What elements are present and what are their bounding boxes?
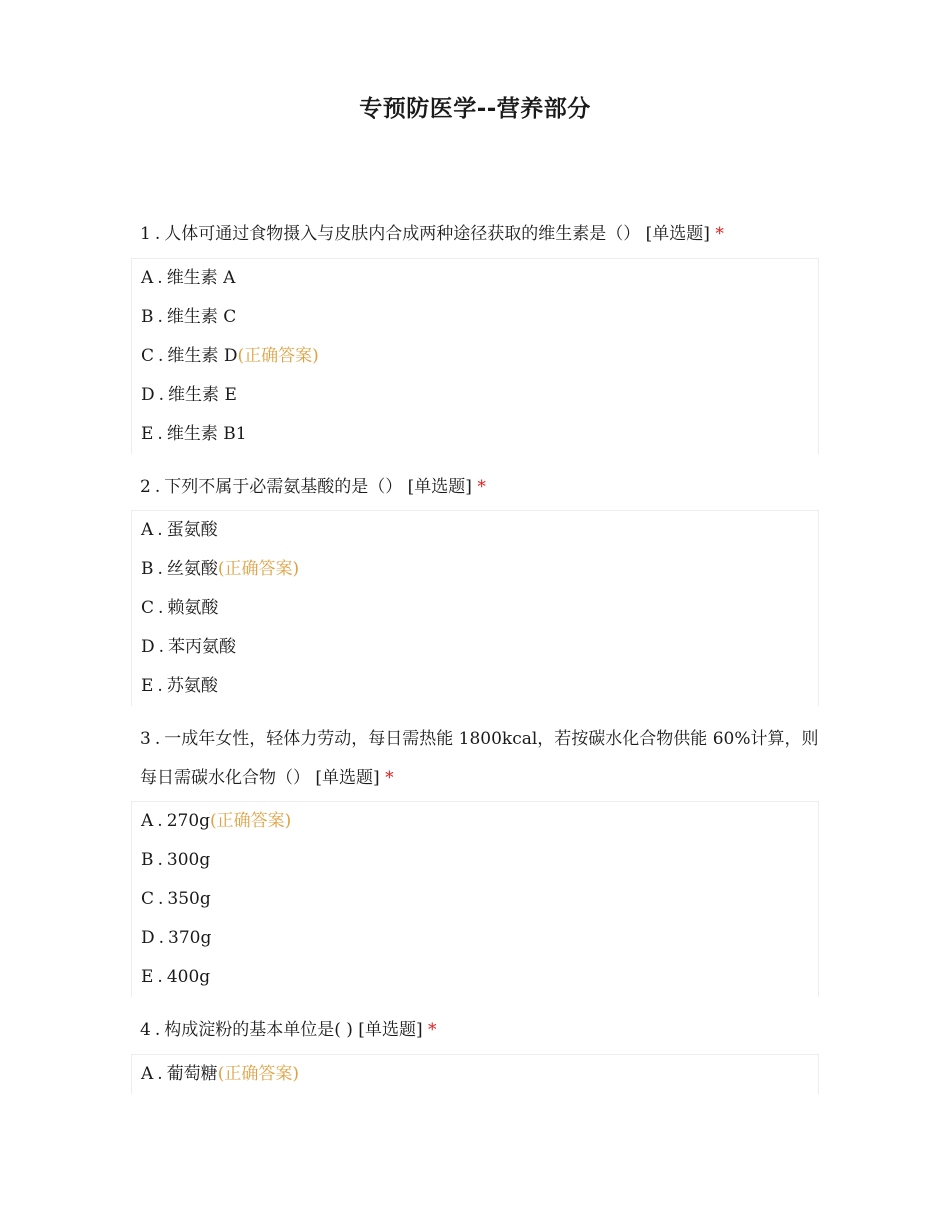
option-e[interactable] — [132, 415, 818, 454]
option-letter: A — [141, 1063, 154, 1084]
option-e[interactable] — [132, 958, 818, 997]
option-text: 赖氨酸 — [167, 598, 219, 618]
option-letter: E — [141, 423, 154, 444]
option-letter: D — [141, 637, 155, 657]
option-a[interactable] — [132, 511, 818, 550]
option-letter: E — [141, 967, 154, 987]
correct-answer-label: (正确答案) — [237, 345, 319, 366]
option-letter: D — [141, 384, 155, 405]
number-separator: . — [154, 1020, 161, 1040]
option-a[interactable] — [132, 1055, 818, 1094]
question-text: 下列不属于必需氨基酸的是（） [单选题] — [164, 476, 472, 497]
required-asterisk: * — [385, 767, 394, 788]
number-separator: . — [154, 729, 161, 749]
option-b[interactable] — [132, 550, 818, 589]
letter-separator: . — [158, 637, 165, 657]
question-2 — [131, 468, 819, 707]
option-text: 维生素 C — [166, 306, 237, 327]
option-text: 蛋氨酸 — [166, 520, 218, 540]
letter-separator: . — [158, 598, 164, 618]
required-asterisk: * — [427, 1020, 437, 1040]
option-letter: A — [141, 267, 154, 288]
option-a[interactable] — [132, 802, 818, 841]
question-number: 1 — [140, 224, 151, 244]
correct-answer-label: (正确答案) — [217, 559, 300, 579]
option-c[interactable] — [132, 880, 818, 919]
option-text: 370g — [168, 928, 212, 948]
option-text: 苏氨酸 — [166, 676, 218, 696]
letter-separator: . — [157, 423, 163, 444]
option-text: 400g — [166, 967, 211, 987]
question-3 — [131, 720, 819, 997]
letter-separator: . — [157, 520, 163, 540]
question-text: 构成淀粉的基本单位是( ) [单选题] — [164, 1020, 423, 1040]
option-b[interactable] — [132, 841, 818, 880]
option-d[interactable] — [132, 376, 818, 415]
question-number: 3 — [140, 729, 151, 749]
required-asterisk: * — [715, 224, 724, 244]
option-text: 维生素 D — [167, 345, 238, 366]
number-separator: . — [154, 224, 161, 244]
letter-separator: . — [157, 267, 163, 288]
option-letter: C — [141, 345, 155, 366]
option-text: 丝氨酸 — [166, 559, 218, 579]
option-list — [131, 258, 819, 454]
option-letter: B — [141, 559, 154, 579]
correct-answer-label: (正确答案) — [210, 811, 292, 831]
page-title: 专预防医学--营养部分 — [359, 96, 591, 122]
option-letter: D — [141, 928, 155, 948]
letter-separator: . — [157, 850, 163, 870]
option-c[interactable] — [132, 589, 818, 628]
option-list — [131, 801, 819, 997]
option-a[interactable] — [132, 259, 818, 298]
letter-separator: . — [158, 345, 164, 366]
letter-separator: . — [157, 811, 163, 831]
required-asterisk: * — [477, 476, 486, 497]
letter-separator: . — [158, 928, 165, 948]
letter-separator: . — [157, 1063, 163, 1084]
option-text: 苯丙氨酸 — [168, 637, 237, 657]
option-letter: E — [141, 676, 154, 696]
option-text: 维生素 E — [168, 384, 237, 405]
option-c[interactable] — [132, 337, 818, 376]
correct-answer-label: (正确答案) — [217, 1063, 299, 1084]
option-letter: C — [141, 598, 155, 618]
question-text: 人体可通过食物摄入与皮肤内合成两种途径获取的维生素是（） [单选题] — [164, 224, 710, 244]
number-separator: . — [154, 476, 161, 497]
option-text: 维生素 A — [166, 267, 236, 288]
question-number: 4 — [140, 1020, 151, 1040]
question-stem — [131, 215, 819, 254]
option-text: 270g — [166, 811, 211, 831]
letter-separator: . — [158, 889, 164, 909]
letter-separator: . — [158, 384, 165, 405]
question-stem — [131, 468, 819, 507]
option-letter: B — [141, 306, 154, 327]
option-letter: B — [141, 850, 154, 870]
option-list — [131, 510, 819, 706]
letter-separator: . — [157, 559, 163, 579]
option-d[interactable] — [132, 919, 818, 958]
question-text: 一成年女性，轻体力劳动，每日需热能 1800kcal，若按碳水化合物供能 60%计算，则每日需碳水化合物（） [单选题] — [140, 729, 819, 788]
question-4 — [131, 1011, 819, 1094]
option-letter: A — [141, 811, 154, 831]
question-stem — [131, 720, 819, 797]
question-list — [131, 215, 819, 1108]
option-text: 维生素 B1 — [166, 423, 247, 444]
option-text: 葡萄糖 — [166, 1063, 218, 1084]
option-letter: C — [141, 889, 155, 909]
option-list — [131, 1054, 819, 1094]
option-e[interactable] — [132, 667, 818, 706]
option-letter: A — [141, 520, 154, 540]
question-1 — [131, 215, 819, 454]
letter-separator: . — [157, 676, 163, 696]
option-b[interactable] — [132, 298, 818, 337]
option-text: 300g — [166, 850, 211, 870]
option-d[interactable] — [132, 628, 818, 667]
question-number: 2 — [140, 476, 151, 497]
letter-separator: . — [157, 967, 163, 987]
question-stem — [131, 1011, 819, 1050]
letter-separator: . — [157, 306, 163, 327]
option-text: 350g — [167, 889, 211, 909]
